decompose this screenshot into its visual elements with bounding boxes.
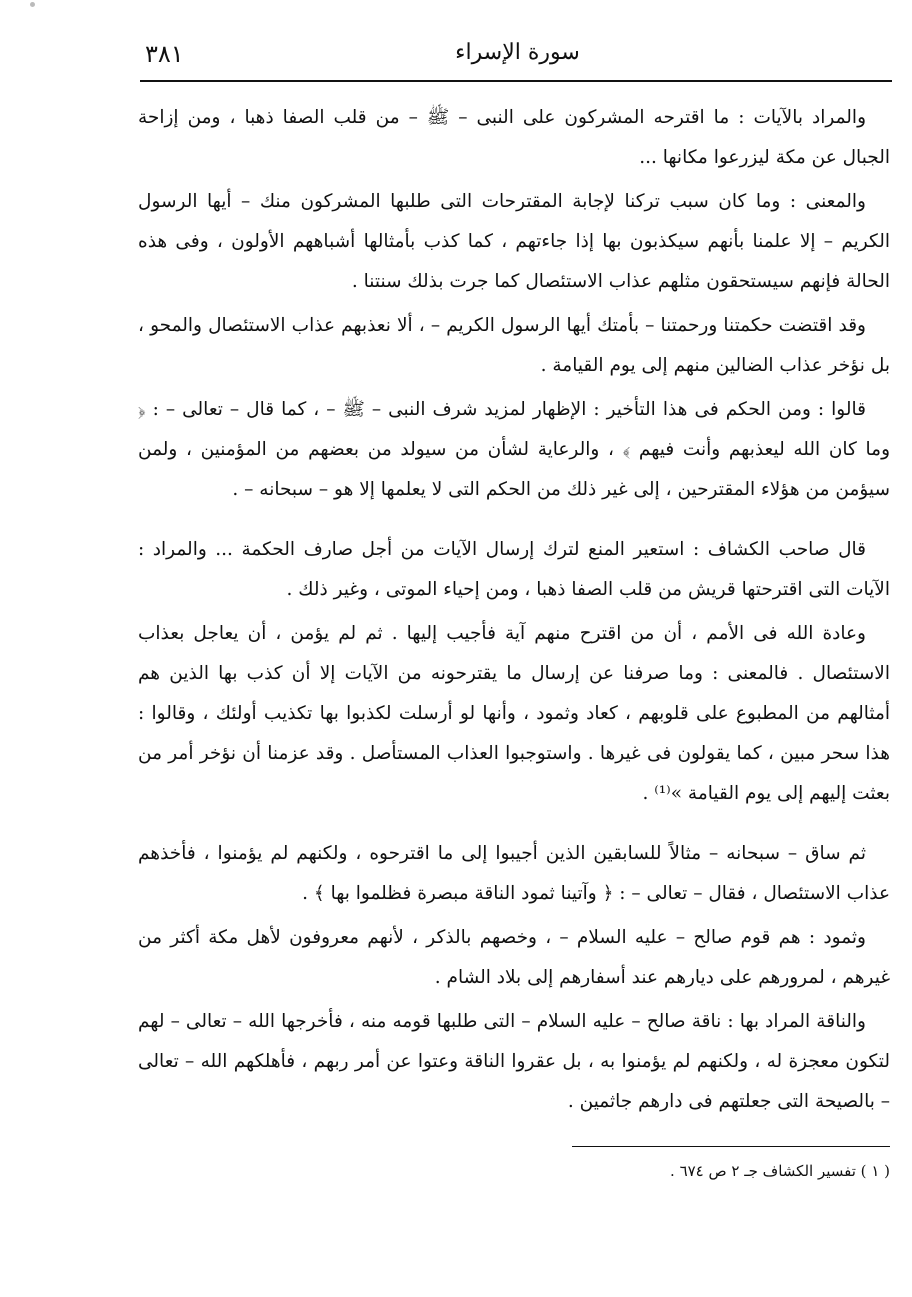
header-divider xyxy=(140,80,892,82)
paragraph-1: والمراد بالآيات : ما اقترحه المشركون على النبى – ﷺ – من قلب الصفا ذهبا ، ومن إزاحة الجبال عن مكة ليزرعوا مكانها ... xyxy=(138,107,890,168)
scan-speck xyxy=(30,2,35,7)
page-header xyxy=(145,36,890,76)
paragraph-6: وعادة الله فى الأمم ، أن من اقترح منهم آية فأجيب إليها . ثم لم يؤمن ، أن يعاجل بعذاب الاستئصال . فالمعنى : وما صرفنا عن إرسال ما يقترحونه من الآيات إلا أن كذب بها الذين هم أمثالهم من المطبوع على قلوبهم ، كعاد وثمود ، وأنها لو أرسلت لكذبوا بها تكذيب أولئك ، وقالوا : هذا سحر مبين ، كما يقولون فى غيرها . واستوجبوا العذاب المستأصل . وقد عزمنا أن نؤخر أمر من بعثت إليهم إلى يوم القيامة »⁽¹⁾ . xyxy=(138,623,890,804)
paragraph-5: قال صاحب الكشاف : استعير المنع لترك إرسال الآيات من أجل صارف الحكمة ... والمراد : الآيات التى اقترحتها قريش من قلب الصفا ذهبا ، ومن إحياء الموتى ، وغير ذلك . xyxy=(138,539,890,600)
paragraph-9: والناقة المراد بها : ناقة صالح – عليه السلام – التى طلبها قومه منه ، فأخرجها الله – تعالى – لهم لتكون معجزة له ، ولكنهم لم يؤمنوا به ، بل عقروا الناقة وعتوا عن أمر ربهم ، فأهلكهم الله – تعالى – بالصيحة التى جعلتهم فى دارهم جاثمين . xyxy=(138,1011,890,1112)
page-number: ٣٨١ xyxy=(145,40,184,68)
section-spacer xyxy=(138,814,890,834)
paragraph-4: قالوا : ومن الحكم فى هذا التأخير : الإظهار لمزيد شرف النبى – ﷺ – ، كما قال – تعالى – : ﴿ وما كان الله ليعذبهم وأنت فيهم ﴾ ، والرعاية لشأن من سيولد من بعضهم من المؤمنين ، ولمن سيؤمن من هؤلاء المقترحين ، إلى غير ذلك من الحكم التى لا يعلمها إلا هو – سبحانه – . xyxy=(138,399,890,500)
body-text xyxy=(138,98,890,1122)
surah-title: سورة الإسراء xyxy=(455,40,580,65)
footnote: ( ١ ) تفسير الكشاف جـ ٢ ص ٦٧٤ . xyxy=(670,1162,890,1180)
paragraph-3: وقد اقتضت حكمتنا ورحمتنا – بأمتك أيها الرسول الكريم – ، ألا نعذبهم عذاب الاستئصال والمحو ، بل نؤخر عذاب الضالين منهم إلى يوم القيامة . xyxy=(138,315,890,376)
footnote-divider xyxy=(572,1146,890,1147)
paragraph-7: ثم ساق – سبحانه – مثالاً للسابقين الذين أجيبوا إلى ما اقترحوه ، ولكنهم لم يؤمنوا ، فأخذهم عذاب الاستئصال ، فقال – تعالى – : ﴿ وآتينا ثمود الناقة مبصرة فظلموا بها ﴾ . xyxy=(138,843,890,904)
section-spacer xyxy=(138,510,890,530)
paragraph-8: وثمود : هم قوم صالح – عليه السلام – ، وخصهم بالذكر ، لأنهم معروفون لأهل مكة أكثر من غيرهم ، لمرورهم على ديارهم عند أسفارهم إلى بلاد الشام . xyxy=(138,927,890,988)
paragraph-2: والمعنى : وما كان سبب تركنا لإجابة المقترحات التى طلبها المشركون منك – أيها الرسول الكريم – إلا علمنا بأنهم سيكذبون بها إذا جاءتهم ، كما كذب بأمثالها أشباههم الأولون ، وفى هذه الحالة فإنهم سيستحقون مثلهم عذاب الاستئصال كما جرت بذلك سنتنا . xyxy=(138,191,890,292)
